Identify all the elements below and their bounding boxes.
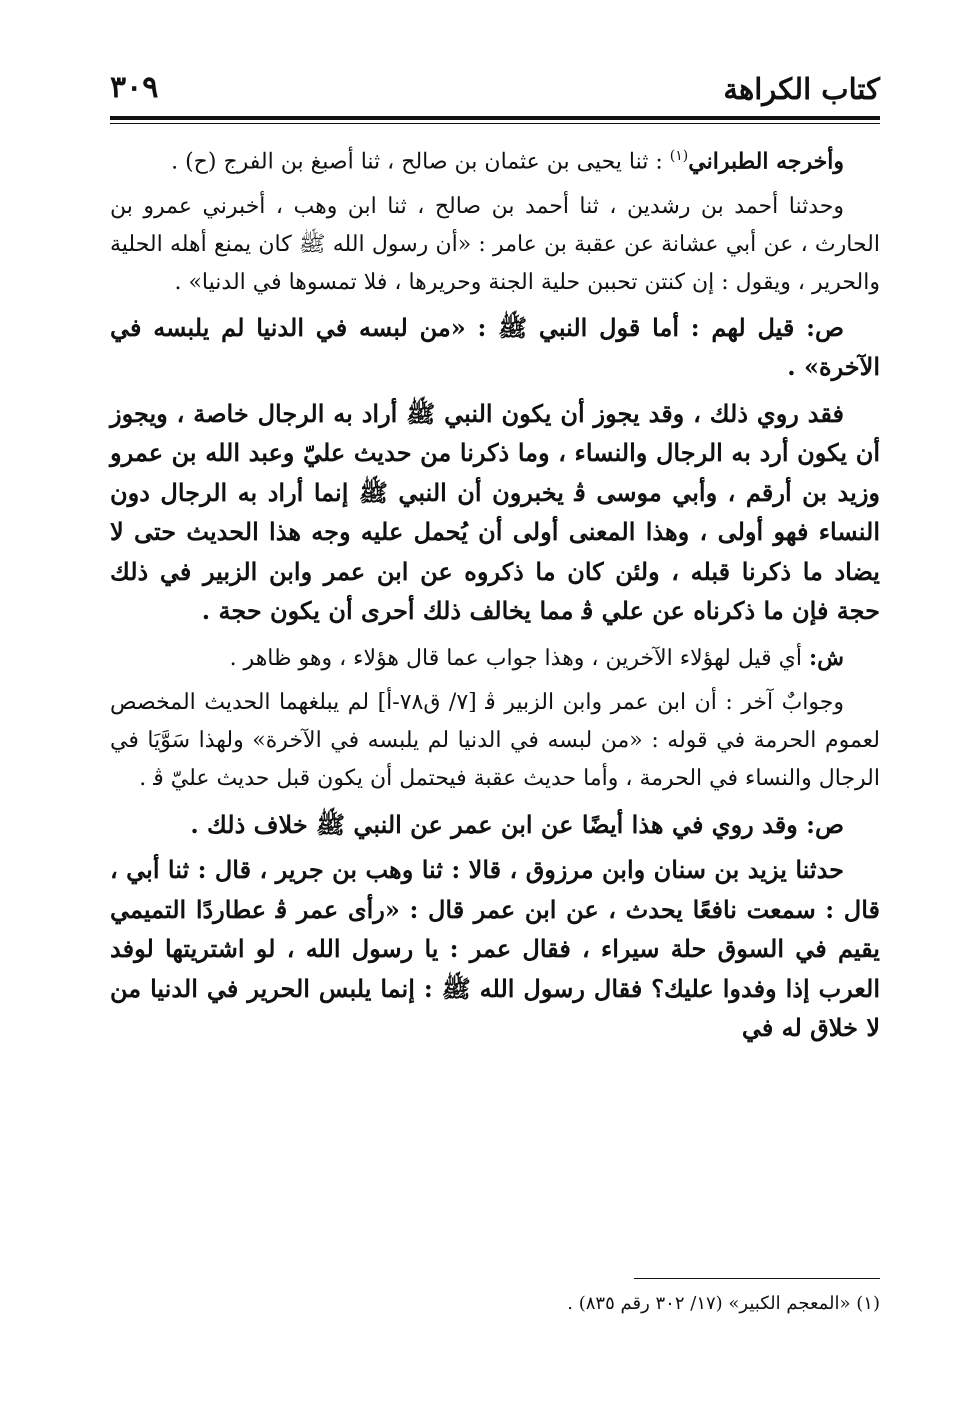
paragraph-text: : ثنا يحيى بن عثمان بن صالح ، ثنا أصبغ بن الفرج (ح) .	[171, 149, 670, 175]
paragraph-text: قيل لهم : أما قول النبي ﷺ : «من لبسه في الدنيا لم يلبسه في الآخرة» .	[110, 312, 880, 382]
page-number: ٣٠٩	[110, 70, 159, 105]
header-rule-thick	[110, 116, 880, 120]
paragraph-text: أي قيل لهؤلاء الآخرين ، وهذا جواب عما قال هؤلاء ، وهو ظاهر .	[229, 645, 810, 671]
paragraph-isnad-uqba: وحدثنا أحمد بن رشدين ، ثنا أحمد بن صالح ، ثنا ابن وهب ، أخبرني عمرو بن الحارث ، عن أبي عشانة عن عقبة بن عامر : «أن رسول الله ﷺ كان يمنع أهله الحلية والحرير ، ويقول : إن كنتن تحببن حلية الجنة وحريرها ، فلا تمسوها في الدنيا» .	[110, 193, 880, 296]
paragraph-hadith-umar: حدثنا يزيد بن سنان وابن مرزوق ، قالا : ثنا وهب بن جرير ، قال : ثنا أبي ، قال : سمعت نافعًا يحدث ، عن ابن عمر قال : «رأى عمر ﭬ عطاردًا التميمي يقيم في السوق حلة سيراء ، فقال عمر : يا رسول الله ، لو اشتريتها لوفد العرب إذا وفدوا عليك؟ فقال رسول الله ﷺ : إنما يلبس الحرير في الدنيا من لا خلاق له في	[110, 855, 880, 1043]
source-lead: وأخرجه الطبراني	[688, 148, 844, 175]
paragraph-another-answer: وجوابٌ آخر : أن ابن عمر وابن الزبير ﭬ [٧/ ق٧٨-أ] لم يبلغهما الحديث المخصص لعموم الحرمة في قوله : «من لبسه في الدنيا لم يلبسه في الآخرة» ولهذا سَوَّيَا في الرجال والنساء في الحرمة ، وأما حديث عقبة فيحتمل أن يكون قبل حديث عليّ ﭬ .	[110, 689, 880, 792]
paragraph-shin-1	[110, 639, 880, 678]
footnote-separator	[634, 1278, 880, 1279]
shin-label: ش:	[809, 644, 844, 671]
paragraph-sad-1	[110, 308, 880, 387]
footnote: (١) «المعجم الكبير» (١٧/ ٣٠٢ رقم ٨٣٥) .	[567, 1293, 880, 1314]
main-text	[110, 137, 880, 1048]
paragraph-commentary-1: فقد روي ذلك ، وقد يجوز أن يكون النبي ﷺ أراد به الرجال خاصة ، ويجوز أن يكون أرد به الرجال والنساء ، وما ذكرنا من حديث عليّ وعبد الله بن عمرو وزيد بن أرقم ، وأبي موسى ﭬ يخبرون أن النبي ﷺ إنما أراد به الرجال دون النساء فهو أولى ، وهذا المعنى أولى أن يُحمل عليه وجه هذا الحديث حتى لا يضاد ما ذكرنا قبله ، ولئن كان ما ذكروه عن ابن عمر وابن الزبير في ذلك حجة فإن ما ذكرناه عن علي ﭬ مما يخالف ذلك أحرى أن يكون حجة .	[110, 398, 880, 626]
header-rule-thin	[110, 123, 880, 124]
sad-label: ص:	[806, 809, 844, 839]
paragraph-sad-2	[110, 805, 880, 845]
page-header	[110, 68, 880, 116]
chapter-title: كتاب الكراهة	[723, 72, 880, 106]
paragraph-text: وقد روي في هذا أيضًا عن ابن عمر عن النبي ﷺ خلاف ذلك .	[190, 809, 807, 839]
paragraph-tabarani	[110, 137, 880, 182]
footnote-marker: (١)	[669, 148, 689, 164]
sad-label: ص:	[806, 312, 844, 342]
